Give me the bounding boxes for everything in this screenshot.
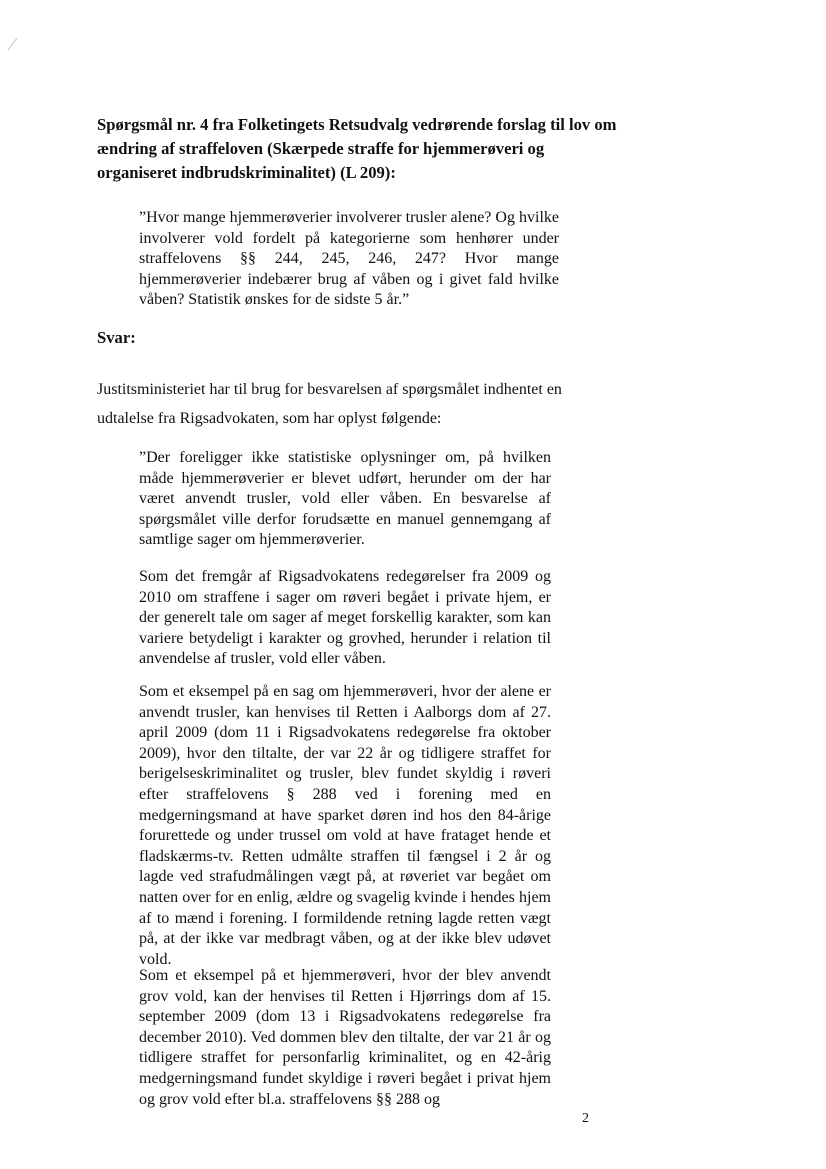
answer-intro: Justitsministeriet har til brug for besvarelsen af spørgsmålet indhentet en udtalelse fra Rigsadvokaten, som har oplyst følgende: <box>97 381 562 427</box>
question-heading: Spørgsmål nr. 4 fra Folketingets Retsudvalg vedrørende forslag til lov om ændring af straffeloven (Skærpede straffe for hjemmerøveri og organiseret indbrudskriminalitet) (L 209): <box>97 115 617 182</box>
answer-paragraph: Som et eksempel på en sag om hjemmerøveri, hvor der alene er anvendt trusler, kan henvises til Retten i Aalborgs dom af 27. april 2009 (dom 11 i Rigsadvokatens redegørelse fra oktober 2009), hvor den tiltalte, der var 22 år og tidligere straffet for berigelseskriminalitet og trusler, blev fundet skyldig i røveri efter straffelovens § 288 ved i forening med en medgerningsmand at have sparket døren ind hos den 84-årige forurettede og under trussel om vold at have frataget hende et fladskærms-tv. Retten udmålte straffen til fængsel i 2 år og lagde ved strafudmålingen vægt på, at røveriet var begået om natten over for en enlig, ældre og svagelig kvinde i hendes hjem af to mænd i forening. I formildende retning lagde retten vægt på, at der ikke var medbragt våben, og at der ikke blev udøvet vold. <box>139 683 551 968</box>
answer-paragraph: Som det fremgår af Rigsadvokatens redegørelser fra 2009 og 2010 om straffene i sager om røveri begået i private hjem, er der generelt tale om sager af meget forskellig karakter, som kan variere betydeligt i karakter og grovhed, herunder i relation til anvendelse af trusler, vold eller våben. <box>139 568 551 668</box>
question-quote: ”Hvor mange hjemmerøverier involverer trusler alene? Og hvilke involverer vold fordelt på kategorierne som henhører under straffelovens §§ 244, 245, 246, 247? Hvor mange hjemmerøverier indebærer brug af våben og i givet fald hvilke våben? Statistik ønskes for de sidste 5 år.” <box>139 209 559 308</box>
answer-paragraph: Som et eksempel på et hjemmerøveri, hvor der blev anvendt grov vold, kan der henvises til Retten i Hjørrings dom af 15. september 2009 (dom 13 i Rigsadvokatens redegørelse fra december 2010). Ved dommen blev den tiltalte, der var 21 år og tidligere straffet for personfarlig kriminalitet, og en 42-årig medgerningsmand fundet skyldige i røveri begået i privat hjem og grov vold efter bl.a. straffelovens §§ 288 og <box>139 967 551 1108</box>
answer-label: Svar: <box>97 328 136 347</box>
answer-paragraph: ”Der foreligger ikke statistiske oplysninger om, på hvilken måde hjemmerøverier er blevet udført, herunder om der har været anvendt trusler, vold eller våben. En besvarelse af spørgsmålet ville derfor forudsætte en manuel gennemgang af samtlige sager om hjemmerøverier. <box>139 449 551 549</box>
page-number: 2 <box>582 1111 589 1126</box>
scan-mark <box>6 36 20 52</box>
